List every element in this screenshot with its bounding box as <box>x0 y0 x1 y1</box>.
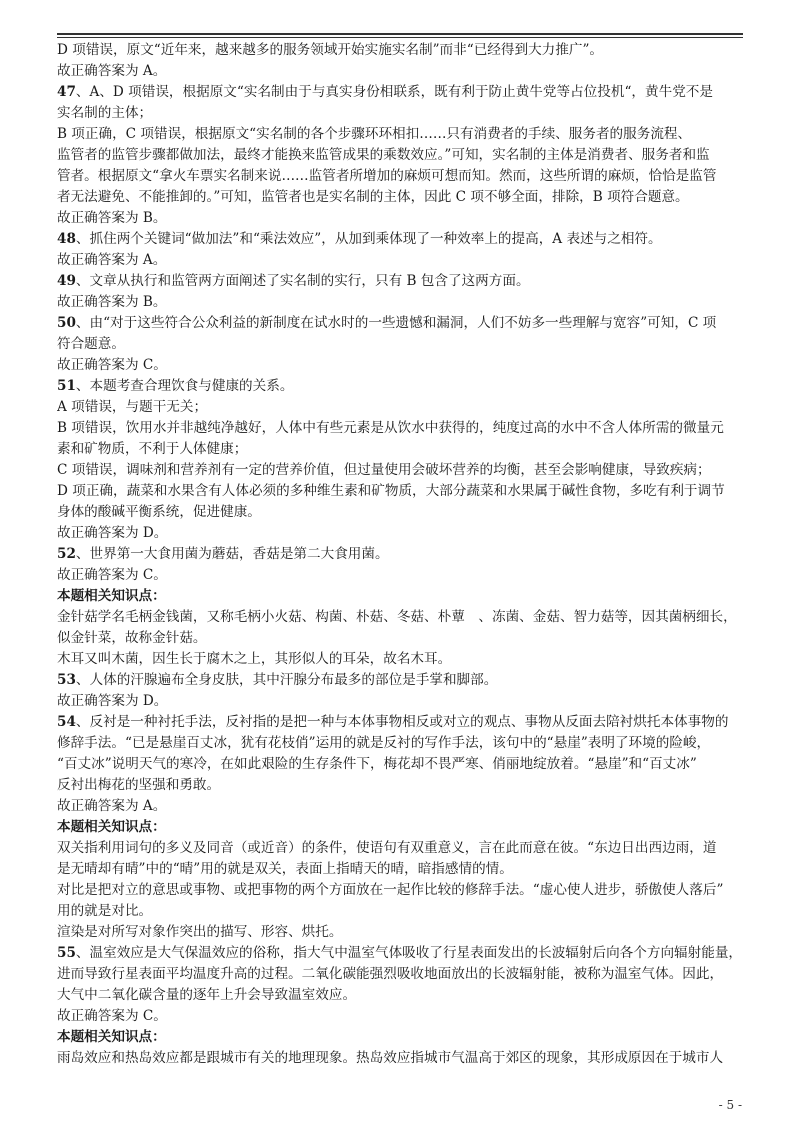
line-text: 修辞手法。“已是悬崖百丈冰，犹有花枝俏”运用的就是反衬的写作手法，该句中的“悬崖”表明了环境的险峻， <box>57 735 711 751</box>
line-text: 身体的酸碱平衡系统，促进健康。 <box>57 504 261 520</box>
question-line <box>57 82 747 103</box>
text-line <box>57 250 747 271</box>
line-text: 故正确答案为 C。 <box>57 1008 167 1024</box>
text-line <box>57 208 747 229</box>
question-number: 49 <box>57 273 76 289</box>
text-line <box>57 40 747 61</box>
header-rule <box>57 33 743 38</box>
text-line <box>57 565 747 586</box>
question-line <box>57 271 747 292</box>
line-text: 本题相关知识点： <box>57 1029 166 1045</box>
line-text: 渲染是对所写对象作突出的描写、形容、烘托。 <box>57 924 343 940</box>
question-number: 53 <box>57 672 76 688</box>
line-text: 进而导致行星表面平均温度升高的过程。二氧化碳能强烈吸收地面放出的长波辐射能，被称为温室气体。因此， <box>57 966 724 982</box>
line-text: 、反衬是一种衬托手法，反衬指的是把一种与本体事物相反或对立的观点、事物从反面去陪衬烘托本体事物的 <box>75 714 729 730</box>
text-line <box>57 775 747 796</box>
knowledge-heading <box>57 586 747 607</box>
line-text: 管者。根据原文“拿火车票实名制来说……监管者所增加的麻烦可想而知。然而，这些所谓的麻烦，恰恰是监管 <box>57 168 717 184</box>
line-text: 故正确答案为 B。 <box>57 210 167 226</box>
question-line <box>57 544 747 565</box>
line-text: 雨岛效应和热岛效应都是跟城市有关的地理现象。热岛效应指城市气温高于郊区的现象，其形成原因在于城市人 <box>57 1050 724 1066</box>
line-text: 用的就是对比。 <box>57 903 153 919</box>
text-line <box>57 649 747 670</box>
line-text: 者无法避免、不能推卸的。”可知，监管者也是实名制的主体，因此 C 项不够全面，排除，B 项符合题意。 <box>57 189 689 205</box>
text-line <box>57 481 747 502</box>
text-line <box>57 166 747 187</box>
line-text: 实名制的主体； <box>57 105 153 121</box>
line-text: B 项正确，C 项错误，根据原文“实名制的各个步骤环环相扣……只有消费者的手续、服务者的服务流程、 <box>57 126 692 142</box>
line-text: 素和矿物质，不利于人体健康； <box>57 441 248 457</box>
text-line <box>57 334 747 355</box>
line-text: 对比是把对立的意思或事物、或把事物的两个方面放在一起作比较的修辞手法。“虚心使人进步，骄傲使人落后” <box>57 882 724 898</box>
text-line <box>57 1048 747 1069</box>
text-line <box>57 880 747 901</box>
line-text: 故正确答案为 C。 <box>57 357 167 373</box>
line-text: “百丈冰”说明天气的寒冷，在如此艰险的生存条件下，梅花却不畏严寒、俏丽地绽放着。“悬崖”和“百丈冰” <box>57 756 697 772</box>
text-line <box>57 691 747 712</box>
knowledge-heading <box>57 817 747 838</box>
line-text: 故正确答案为 D。 <box>57 693 168 709</box>
line-text: A 项错误，与题干无关； <box>57 399 208 415</box>
line-text: C 项错误，调味剂和营养剂有一定的营养价值，但过量使用会破坏营养的均衡，甚至会影响健康，导致疾病； <box>57 462 711 478</box>
line-text: 故正确答案为 A。 <box>57 252 167 268</box>
text-line <box>57 460 747 481</box>
question-line <box>57 313 747 334</box>
text-line <box>57 355 747 376</box>
knowledge-heading <box>57 1027 747 1048</box>
text-line <box>57 124 747 145</box>
line-text: 故正确答案为 A。 <box>57 63 167 79</box>
text-line <box>57 733 747 754</box>
question-number: 51 <box>57 378 76 394</box>
line-text: B 项错误，饮用水并非越纯净越好，人体中有些元素是从饮水中获得的，纯度过高的水中不含人体所需的微量元 <box>57 420 724 436</box>
line-text: 反衬出梅花的坚强和勇敢。 <box>57 777 221 793</box>
question-line <box>57 229 747 250</box>
text-line <box>57 859 747 880</box>
text-line <box>57 796 747 817</box>
text-line <box>57 292 747 313</box>
question-number: 48 <box>57 231 76 247</box>
line-text: 、世界第一大食用菌为蘑菇，香菇是第二大食用菌。 <box>75 546 389 562</box>
text-line <box>57 397 747 418</box>
line-text: 故正确答案为 A。 <box>57 798 167 814</box>
text-line <box>57 502 747 523</box>
text-line <box>57 145 747 166</box>
line-text: 、A、D 项错误，根据原文“实名制由于与真实身份相联系，既有利于防止黄牛党等占位投机“，黄牛党不是 <box>75 84 713 100</box>
text-line <box>57 187 747 208</box>
text-line <box>57 964 747 985</box>
page-number: - 5 - <box>718 1098 742 1112</box>
text-line <box>57 439 747 460</box>
line-text: 大气中二氧化碳含量的逐年上升会导致温室效应。 <box>57 987 357 1003</box>
line-text: 本题相关知识点： <box>57 588 166 604</box>
line-text: 似金针菜，故称金针菇。 <box>57 630 207 646</box>
line-text: D 项正确，蔬菜和水果含有人体必须的多种维生素和矿物质，大部分蔬菜和水果属于碱性食物，多吃有利于调节 <box>57 483 725 499</box>
line-text: 、文章从执行和监管两方面阐述了实名制的实行，只有 B 包含了这两方面。 <box>75 273 530 289</box>
line-text: 故正确答案为 B。 <box>57 294 167 310</box>
line-text: 金针菇学名毛柄金钱菌，又称毛柄小火菇、构菌、朴菇、冬菇、朴蕈 、冻菌、金菇、智力菇等，因其菌柄细长， <box>57 609 737 625</box>
text-line <box>57 985 747 1006</box>
line-text: 是无晴却有晴”中的“晴”用的就是双关，表面上指晴天的晴，暗指感情的情。 <box>57 861 513 877</box>
document-body <box>57 40 747 1069</box>
text-line <box>57 607 747 628</box>
question-line <box>57 943 747 964</box>
question-number: 52 <box>57 546 76 562</box>
line-text: 监管者的监管步骤都做加法，最终才能换来监管成果的乘数效应。”可知，实名制的主体是消费者、服务者和监 <box>57 147 710 163</box>
line-text: 、抓住两个关键词“做加法”和“乘法效应”，从加到乘体现了一种效率上的提高，A 表述与之相符。 <box>75 231 662 247</box>
text-line <box>57 1006 747 1027</box>
line-text: D 项错误，原文“近年来，越来越多的服务领域开始实施实名制”而非“已经得到大力推广”。 <box>57 42 603 58</box>
line-text: 故正确答案为 C。 <box>57 567 167 583</box>
question-line <box>57 376 747 397</box>
text-line <box>57 103 747 124</box>
text-line <box>57 61 747 82</box>
text-line <box>57 922 747 943</box>
line-text: 符合题意。 <box>57 336 125 352</box>
line-text: 故正确答案为 D。 <box>57 525 168 541</box>
question-number: 55 <box>57 945 76 961</box>
text-line <box>57 838 747 859</box>
text-line <box>57 901 747 922</box>
question-number: 47 <box>57 84 76 100</box>
line-text: 木耳又叫木菌，因生长于腐木之上，其形似人的耳朵，故名木耳。 <box>57 651 452 667</box>
line-text: 、由“对于这些符合公众利益的新制度在试水时的一些遗憾和漏洞，人们不妨多一些理解与宽容”可知，C 项 <box>75 315 717 331</box>
text-line <box>57 418 747 439</box>
text-line <box>57 523 747 544</box>
question-number: 54 <box>57 714 76 730</box>
line-text: 、温室效应是大气保温效应的俗称，指大气中温室气体吸收了行星表面发出的长波辐射后向各个方向辐射能量， <box>75 945 743 961</box>
text-line <box>57 754 747 775</box>
line-text: 、人体的汗腺遍布全身皮肤，其中汗腺分布最多的部位是手掌和脚部。 <box>75 672 498 688</box>
text-line <box>57 628 747 649</box>
question-number: 50 <box>57 315 76 331</box>
question-line <box>57 670 747 691</box>
line-text: 、本题考查合理饮食与健康的关系。 <box>75 378 294 394</box>
question-line <box>57 712 747 733</box>
line-text: 本题相关知识点： <box>57 819 166 835</box>
line-text: 双关指利用词句的多义及同音（或近音）的条件，使语句有双重意义，言在此而意在彼。“东边日出西边雨，道 <box>57 840 717 856</box>
